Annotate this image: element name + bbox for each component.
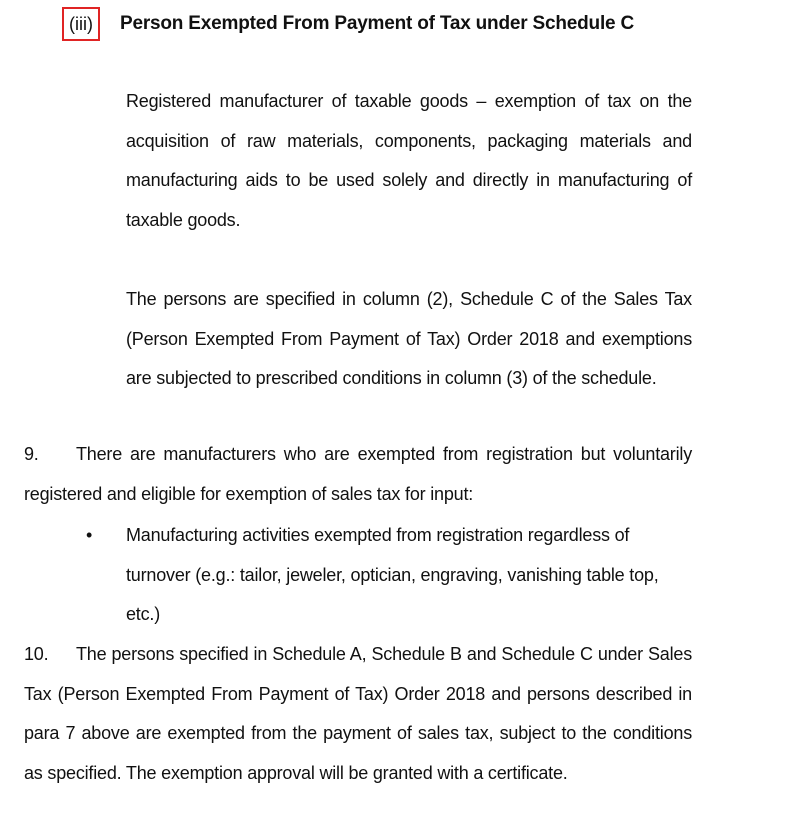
paragraph-9-number: 9. [24, 444, 39, 464]
highlighted-numeral: (iii) [62, 7, 100, 41]
paragraph-10-text: The persons specified in Schedule A, Schedule B and Schedule C under Sales Tax (Person Exempted From Payment of Tax) Order 2018 and persons described in para 7 above are exempted from the payment of sales tax, subject to the conditions as specified. The exemption approval will be granted with a certificate. [24, 644, 692, 783]
paragraph-9-text: There are manufacturers who are exempted from registration but voluntarily registered and eligible for exemption of sales tax for input: [24, 444, 692, 504]
section-title: Person Exempted From Payment of Tax under Schedule C [120, 13, 634, 34]
section-paragraph-1: Registered manufacturer of taxable goods – exemption of tax on the acquisition of raw materials, components, packaging materials and manufacturing aids to be used solely and directly in manufacturing of taxable goods. [126, 91, 692, 230]
bullet-icon: • [86, 525, 93, 545]
bullet-text: Manufacturing activities exempted from registration regardless of turnover (e.g.: tailor, jeweler, optician, engraving, vanishing table top, etc.) [126, 525, 659, 624]
bullet-item [80, 516, 692, 635]
section-heading [62, 4, 634, 44]
section-paragraph-2: The persons are specified in column (2), Schedule C of the Sales Tax (Person Exempted From Payment of Tax) Order 2018 and exemptions are subjected to prescribed conditions in column (3) of the schedule. [126, 289, 692, 388]
paragraph-9 [24, 435, 692, 514]
paragraph-10 [24, 635, 692, 793]
paragraph-10-number: 10. [24, 644, 49, 664]
